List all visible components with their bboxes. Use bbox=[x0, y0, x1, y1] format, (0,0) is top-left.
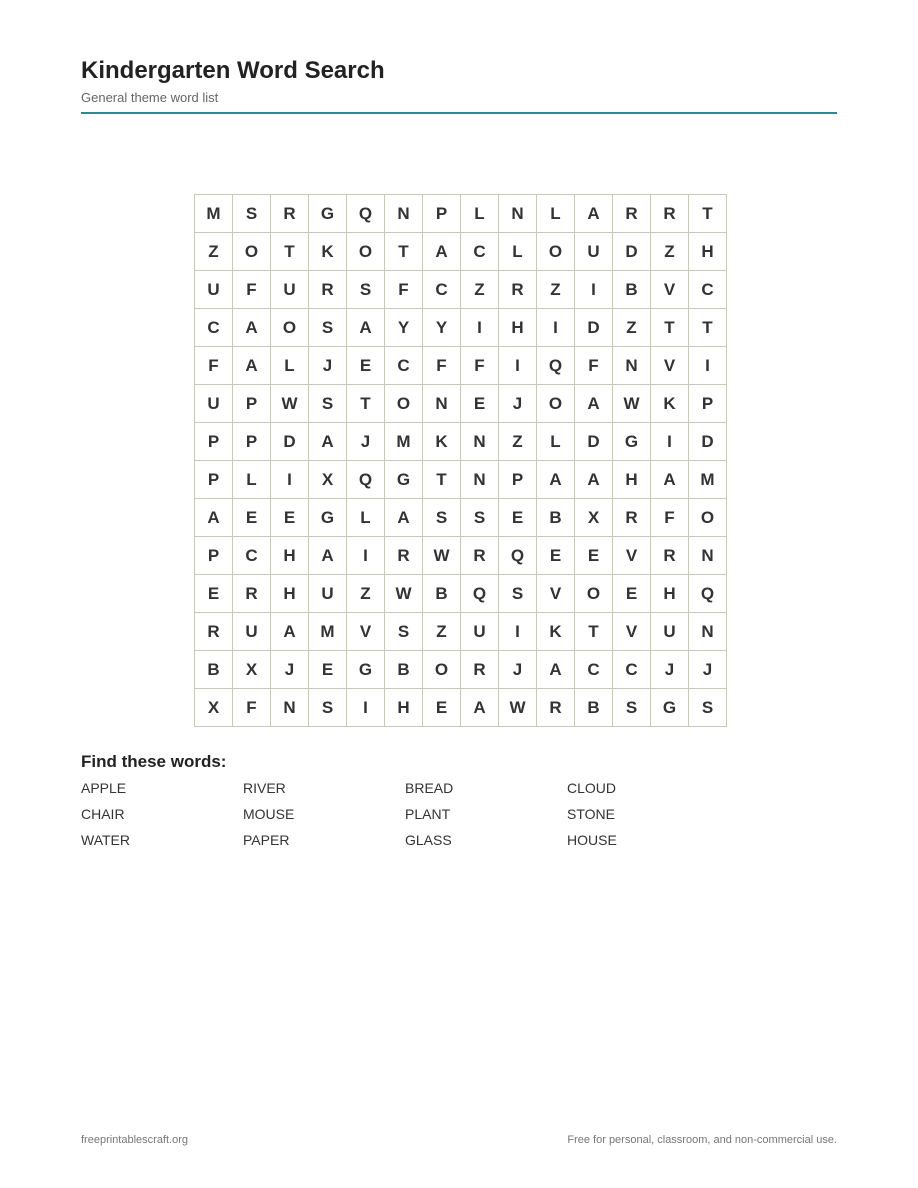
grid-cell: E bbox=[271, 499, 309, 537]
grid-cell: E bbox=[309, 651, 347, 689]
grid-cell: P bbox=[423, 195, 461, 233]
word-list bbox=[81, 778, 781, 856]
grid-cell: C bbox=[575, 651, 613, 689]
word-list-item: GLASS bbox=[405, 832, 452, 848]
grid-cell: W bbox=[499, 689, 537, 727]
grid-row bbox=[195, 309, 727, 347]
grid-cell: I bbox=[499, 613, 537, 651]
grid-cell: A bbox=[195, 499, 233, 537]
grid-cell: R bbox=[195, 613, 233, 651]
grid-cell: O bbox=[689, 499, 727, 537]
grid-cell: T bbox=[423, 461, 461, 499]
word-search-grid bbox=[194, 194, 727, 727]
grid-cell: U bbox=[461, 613, 499, 651]
grid-cell: R bbox=[499, 271, 537, 309]
grid-cell: P bbox=[233, 385, 271, 423]
grid-cell: T bbox=[347, 385, 385, 423]
grid-cell: W bbox=[385, 575, 423, 613]
grid-cell: L bbox=[233, 461, 271, 499]
grid-cell: M bbox=[385, 423, 423, 461]
grid-row bbox=[195, 423, 727, 461]
grid-cell: B bbox=[575, 689, 613, 727]
grid-cell: X bbox=[309, 461, 347, 499]
grid-cell: U bbox=[575, 233, 613, 271]
grid-cell: S bbox=[233, 195, 271, 233]
grid-cell: B bbox=[423, 575, 461, 613]
grid-cell: N bbox=[499, 195, 537, 233]
grid-cell: D bbox=[689, 423, 727, 461]
grid-cell: C bbox=[423, 271, 461, 309]
grid-cell: S bbox=[689, 689, 727, 727]
grid-cell: Q bbox=[499, 537, 537, 575]
grid-cell: A bbox=[575, 195, 613, 233]
grid-cell: H bbox=[271, 575, 309, 613]
grid-cell: J bbox=[499, 385, 537, 423]
word-list-item: RIVER bbox=[243, 780, 286, 796]
grid-row bbox=[195, 347, 727, 385]
grid-cell: E bbox=[347, 347, 385, 385]
grid-cell: E bbox=[499, 499, 537, 537]
grid-cell: E bbox=[537, 537, 575, 575]
grid-cell: O bbox=[537, 233, 575, 271]
page-title: Kindergarten Word Search bbox=[81, 57, 385, 84]
grid-row bbox=[195, 537, 727, 575]
grid-cell: A bbox=[537, 651, 575, 689]
grid-cell: U bbox=[195, 385, 233, 423]
grid-cell: I bbox=[271, 461, 309, 499]
grid-cell: E bbox=[423, 689, 461, 727]
grid-cell: R bbox=[613, 195, 651, 233]
footer-license: Free for personal, classroom, and non-commercial use. bbox=[567, 1134, 837, 1146]
grid-cell: R bbox=[537, 689, 575, 727]
grid-cell: D bbox=[575, 309, 613, 347]
grid-cell: R bbox=[461, 651, 499, 689]
grid-cell: S bbox=[385, 613, 423, 651]
grid-cell: B bbox=[537, 499, 575, 537]
grid-cell: N bbox=[689, 613, 727, 651]
grid-cell: S bbox=[309, 385, 347, 423]
grid-cell: V bbox=[651, 271, 689, 309]
grid-cell: R bbox=[613, 499, 651, 537]
grid-cell: D bbox=[575, 423, 613, 461]
grid-cell: N bbox=[689, 537, 727, 575]
grid-cell: T bbox=[651, 309, 689, 347]
grid-cell: C bbox=[233, 537, 271, 575]
grid-cell: M bbox=[195, 195, 233, 233]
grid-cell: B bbox=[385, 651, 423, 689]
grid-cell: S bbox=[309, 689, 347, 727]
grid-cell: A bbox=[537, 461, 575, 499]
grid-cell: R bbox=[461, 537, 499, 575]
title-divider bbox=[81, 112, 837, 114]
grid-cell: O bbox=[233, 233, 271, 271]
footer-site: freeprintablescraft.org bbox=[81, 1134, 188, 1146]
grid-cell: A bbox=[309, 423, 347, 461]
grid-cell: P bbox=[689, 385, 727, 423]
grid-cell: U bbox=[271, 271, 309, 309]
grid-row bbox=[195, 271, 727, 309]
grid-cell: H bbox=[499, 309, 537, 347]
grid-cell: L bbox=[461, 195, 499, 233]
grid-cell: P bbox=[195, 461, 233, 499]
word-list-item: APPLE bbox=[81, 780, 127, 796]
grid-cell: X bbox=[233, 651, 271, 689]
grid-cell: E bbox=[613, 575, 651, 613]
grid-cell: F bbox=[385, 271, 423, 309]
grid-cell: H bbox=[385, 689, 423, 727]
grid-cell: J bbox=[271, 651, 309, 689]
grid-cell: E bbox=[195, 575, 233, 613]
grid-cell: J bbox=[309, 347, 347, 385]
grid-cell: O bbox=[347, 233, 385, 271]
grid-cell: R bbox=[651, 195, 689, 233]
grid-cell: Z bbox=[651, 233, 689, 271]
grid-cell: T bbox=[575, 613, 613, 651]
grid-cell: C bbox=[461, 233, 499, 271]
grid-cell: I bbox=[499, 347, 537, 385]
grid-cell: C bbox=[385, 347, 423, 385]
grid-cell: I bbox=[689, 347, 727, 385]
grid-cell: J bbox=[499, 651, 537, 689]
word-list-item: PLANT bbox=[405, 806, 451, 822]
grid-cell: Z bbox=[461, 271, 499, 309]
grid-cell: F bbox=[423, 347, 461, 385]
grid-cell: D bbox=[271, 423, 309, 461]
grid-cell: J bbox=[347, 423, 385, 461]
grid-cell: S bbox=[347, 271, 385, 309]
grid-cell: Q bbox=[347, 461, 385, 499]
grid-cell: N bbox=[461, 423, 499, 461]
grid-cell: I bbox=[347, 689, 385, 727]
grid-cell: G bbox=[309, 195, 347, 233]
grid-cell: N bbox=[423, 385, 461, 423]
grid-cell: L bbox=[537, 423, 575, 461]
grid-cell: P bbox=[499, 461, 537, 499]
grid-cell: M bbox=[309, 613, 347, 651]
grid-cell: Z bbox=[499, 423, 537, 461]
word-list-item: PAPER bbox=[243, 832, 290, 848]
grid-cell: U bbox=[309, 575, 347, 613]
grid-cell: U bbox=[195, 271, 233, 309]
grid-cell: I bbox=[347, 537, 385, 575]
grid-cell: A bbox=[575, 385, 613, 423]
word-list-heading: Find these words: bbox=[81, 752, 227, 771]
grid-cell: O bbox=[423, 651, 461, 689]
grid-cell: U bbox=[651, 613, 689, 651]
word-list-item: STONE bbox=[567, 806, 615, 822]
grid-cell: S bbox=[499, 575, 537, 613]
grid-cell: B bbox=[195, 651, 233, 689]
grid-row bbox=[195, 613, 727, 651]
word-list-item: CLOUD bbox=[567, 780, 617, 796]
grid-cell: A bbox=[233, 309, 271, 347]
grid-cell: P bbox=[195, 423, 233, 461]
grid-cell: G bbox=[651, 689, 689, 727]
grid-cell: T bbox=[271, 233, 309, 271]
grid-cell: F bbox=[461, 347, 499, 385]
grid-cell: G bbox=[347, 651, 385, 689]
grid-cell: J bbox=[651, 651, 689, 689]
word-list-item: WATER bbox=[81, 832, 130, 848]
grid-cell: F bbox=[233, 689, 271, 727]
grid-cell: Z bbox=[195, 233, 233, 271]
grid-cell: H bbox=[271, 537, 309, 575]
grid-cell: T bbox=[385, 233, 423, 271]
grid-cell: I bbox=[461, 309, 499, 347]
grid-cell: C bbox=[689, 271, 727, 309]
grid-cell: S bbox=[423, 499, 461, 537]
grid-cell: Z bbox=[423, 613, 461, 651]
grid-cell: Z bbox=[537, 271, 575, 309]
grid-cell: L bbox=[347, 499, 385, 537]
grid-cell: V bbox=[613, 613, 651, 651]
grid-cell: A bbox=[423, 233, 461, 271]
grid-cell: R bbox=[385, 537, 423, 575]
grid-cell: L bbox=[537, 195, 575, 233]
grid-cell: F bbox=[195, 347, 233, 385]
grid-cell: R bbox=[271, 195, 309, 233]
grid-cell: A bbox=[271, 613, 309, 651]
grid-cell: N bbox=[271, 689, 309, 727]
grid-cell: G bbox=[613, 423, 651, 461]
grid-cell: G bbox=[309, 499, 347, 537]
grid-cell: Q bbox=[347, 195, 385, 233]
grid-cell: K bbox=[651, 385, 689, 423]
grid-cell: I bbox=[651, 423, 689, 461]
grid-cell: F bbox=[233, 271, 271, 309]
grid-cell: X bbox=[195, 689, 233, 727]
grid-cell: O bbox=[537, 385, 575, 423]
grid-cell: N bbox=[461, 461, 499, 499]
grid-cell: V bbox=[537, 575, 575, 613]
grid-cell: Q bbox=[461, 575, 499, 613]
grid-cell: Z bbox=[347, 575, 385, 613]
grid-cell: S bbox=[309, 309, 347, 347]
page-subtitle: General theme word list bbox=[81, 90, 219, 105]
grid-cell: Q bbox=[537, 347, 575, 385]
grid-cell: O bbox=[385, 385, 423, 423]
grid-cell: S bbox=[613, 689, 651, 727]
grid-cell: H bbox=[689, 233, 727, 271]
grid-cell: C bbox=[195, 309, 233, 347]
grid-cell: H bbox=[651, 575, 689, 613]
grid-cell: C bbox=[613, 651, 651, 689]
grid-cell: A bbox=[385, 499, 423, 537]
grid-cell: K bbox=[537, 613, 575, 651]
grid-cell: A bbox=[651, 461, 689, 499]
word-list-item: MOUSE bbox=[243, 806, 295, 822]
grid-cell: K bbox=[309, 233, 347, 271]
grid-cell: T bbox=[689, 309, 727, 347]
grid-cell: F bbox=[651, 499, 689, 537]
grid-cell: Z bbox=[613, 309, 651, 347]
grid-cell: A bbox=[347, 309, 385, 347]
grid-row bbox=[195, 499, 727, 537]
grid-cell: B bbox=[613, 271, 651, 309]
grid-cell: W bbox=[613, 385, 651, 423]
grid-cell: E bbox=[233, 499, 271, 537]
grid-row bbox=[195, 575, 727, 613]
grid-cell: T bbox=[689, 195, 727, 233]
grid-cell: H bbox=[613, 461, 651, 499]
grid-cell: A bbox=[309, 537, 347, 575]
grid-cell: J bbox=[689, 651, 727, 689]
grid-cell: A bbox=[575, 461, 613, 499]
grid-cell: V bbox=[651, 347, 689, 385]
grid-cell: A bbox=[461, 689, 499, 727]
grid-row bbox=[195, 689, 727, 727]
grid-cell: Q bbox=[689, 575, 727, 613]
grid-cell: W bbox=[271, 385, 309, 423]
grid-cell: E bbox=[461, 385, 499, 423]
grid-cell: R bbox=[651, 537, 689, 575]
grid-cell: R bbox=[309, 271, 347, 309]
grid-cell: I bbox=[537, 309, 575, 347]
grid-cell: D bbox=[613, 233, 651, 271]
grid-cell: P bbox=[195, 537, 233, 575]
grid-cell: I bbox=[575, 271, 613, 309]
grid-cell: S bbox=[461, 499, 499, 537]
grid-row bbox=[195, 233, 727, 271]
grid-cell: X bbox=[575, 499, 613, 537]
grid-row bbox=[195, 385, 727, 423]
grid-cell: W bbox=[423, 537, 461, 575]
grid-cell: O bbox=[575, 575, 613, 613]
word-list-item: HOUSE bbox=[567, 832, 617, 848]
grid-cell: M bbox=[689, 461, 727, 499]
word-list-item: BREAD bbox=[405, 780, 454, 796]
grid-row bbox=[195, 651, 727, 689]
grid-cell: F bbox=[575, 347, 613, 385]
grid-cell: G bbox=[385, 461, 423, 499]
word-list-item: CHAIR bbox=[81, 806, 125, 822]
grid-cell: P bbox=[233, 423, 271, 461]
grid-cell: L bbox=[271, 347, 309, 385]
grid-cell: Y bbox=[423, 309, 461, 347]
grid-row bbox=[195, 461, 727, 499]
grid-cell: V bbox=[613, 537, 651, 575]
grid-row bbox=[195, 195, 727, 233]
grid-cell: K bbox=[423, 423, 461, 461]
grid-cell: R bbox=[233, 575, 271, 613]
grid-cell: N bbox=[385, 195, 423, 233]
grid-cell: O bbox=[271, 309, 309, 347]
grid-cell: A bbox=[233, 347, 271, 385]
grid-cell: E bbox=[575, 537, 613, 575]
grid-cell: V bbox=[347, 613, 385, 651]
grid-cell: Y bbox=[385, 309, 423, 347]
grid-cell: N bbox=[613, 347, 651, 385]
grid-cell: U bbox=[233, 613, 271, 651]
grid-cell: L bbox=[499, 233, 537, 271]
